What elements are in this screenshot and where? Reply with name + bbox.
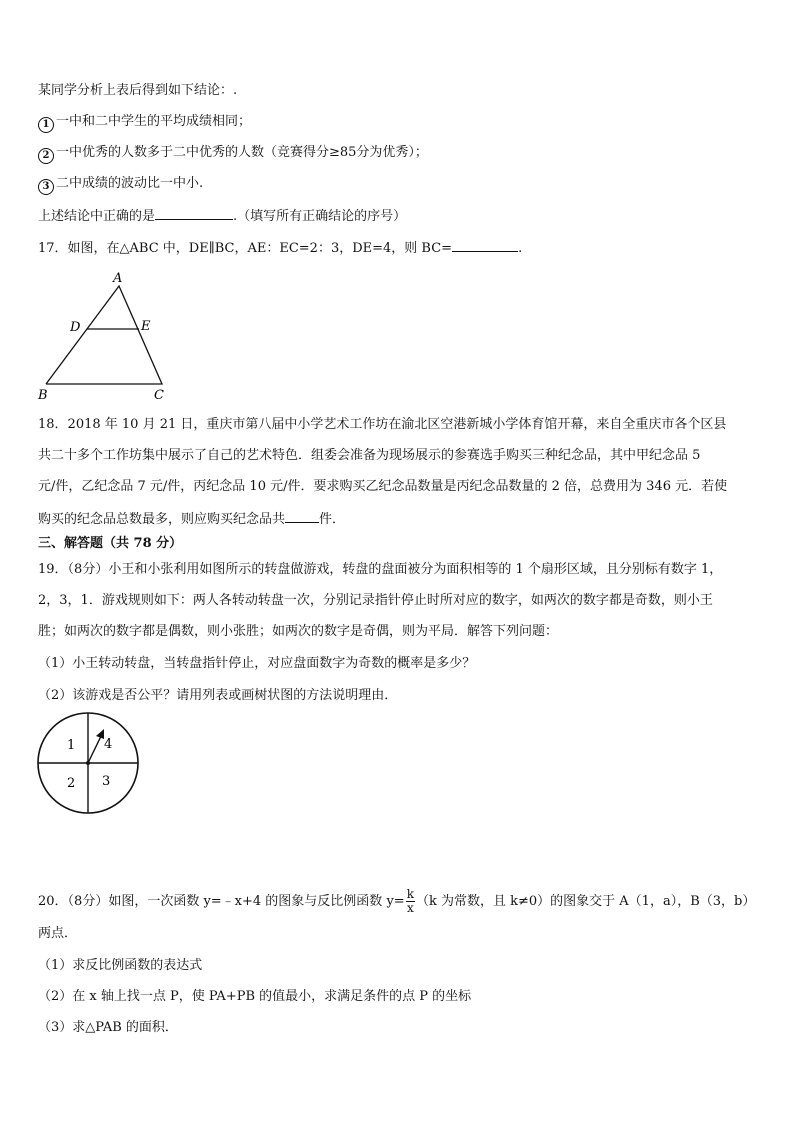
q20-line-1 [38,888,755,915]
answer-blank[interactable] [285,509,319,523]
q18-line-3: 元/件，乙纪念品 7 元/件，丙纪念品 10 元/件．要求购买乙纪念品数量是丙纪念品数量的 2 倍，总费用为 346 元．若使 [38,479,728,494]
spinner-label-1: 1 [67,738,76,753]
q20-sub-1: （1）求反比例函数的表达式 [38,958,203,973]
label-d: D [70,320,81,335]
conclusions-question [38,206,406,226]
spinner-figure [36,712,142,814]
q18-text: 购买的纪念品总数最多，则应购买纪念品共 [38,512,286,527]
q19-sub-2: （2）该游戏是否公平？请用列表或画树状图的方法说明理由． [38,688,398,703]
q18-line-4 [38,509,345,529]
conclusions-intro: 某同学分析上表后得到如下结论：. [38,83,238,98]
circled-number: 3 [38,179,54,195]
q19-line-1: 19．（8分）小王和小张利用如图所示的转盘做游戏，转盘的盘面被分为面积相等的 1 个扇形区域，且分别标有数字 1， [38,562,723,577]
q20-sub-2: （2）在 x 轴上找一点 P，使 PA+PB 的值最小，求满足条件的点 P 的坐标 [38,989,472,1004]
answer-blank[interactable] [452,238,518,252]
q18-text: 件． [319,512,346,527]
spinner-label-3: 3 [102,774,111,789]
conclusion-text: 一中优秀的人数多于二中优秀的人数（竞赛得分≥85分为优秀）； [56,145,428,160]
conclusion-item-3 [38,175,203,195]
label-c: C [154,388,164,403]
q17-end: . [518,241,523,256]
triangle-figure [30,268,180,404]
fraction-denominator: x [406,901,414,915]
section-heading: 三、解答题（共 78 分） [38,536,183,551]
label-b: B [38,388,48,403]
circled-number: 1 [38,117,54,133]
q18-line-1: 18．2018 年 10 月 21 日，重庆市第八届中小学艺术工作坊在渝北区空港新城小学体育馆开幕，来自全重庆市各个区县 [38,417,727,432]
q20-text: 20．（8分）如图，一次函数 y=﹣x+4 的图象与反比例函数 y= [38,894,405,909]
conclusion-text: 二中成绩的波动比一中小. [56,176,204,191]
q19-line-2: 2，3，1．游戏规则如下：两人各转动转盘一次，分别记录指针停止时所对应的数字，如两次的数字都是奇数，则小王 [38,593,713,608]
spinner-label-2: 2 [67,776,76,791]
q19-sub-1: （1）小王转动转盘，当转盘指针停止，对应盘面数字为奇数的概率是多少？ [38,656,476,671]
conclusion-item-2 [38,144,428,164]
q18-line-2: 共二十多个工作坊集中展示了自己的艺术特色．组委会准备为现场展示的参赛选手购买三种纪念品，其中甲纪念品 5 [38,448,701,463]
q20-sub-3: （3）求△PAB 的面积． [38,1020,178,1035]
fraction-numerator: k [406,887,414,901]
spinner-label-4: 4 [104,737,113,752]
fraction-k-over-x [406,888,415,915]
circled-number: 2 [38,148,54,164]
question-text: .（填写所有正确结论的序号） [233,209,407,224]
q17-text [38,238,522,258]
pointer-arrowhead-icon [96,729,104,739]
conclusion-text: 一中和二中学生的平均成绩相同； [56,114,252,129]
label-a: A [113,271,123,286]
label-e: E [141,319,151,334]
q20-text: （k 为常数，且 k≠0）的图象交于 A（1，a），B（3，b） [415,894,756,909]
q20-line-2: 两点． [38,926,78,941]
q17-stem: 17．如图，在△ABC 中，DE∥BC，AE：EC=2：3，DE=4，则 BC= [38,241,453,256]
answer-blank[interactable] [155,206,233,220]
question-text: 上述结论中正确的是 [38,209,156,224]
q19-line-3: 胜；如两次的数字都是偶数，则小张胜；如两次的数字是奇偶，则为平局．解答下列问题： [38,624,559,639]
conclusion-item-1 [38,113,251,133]
